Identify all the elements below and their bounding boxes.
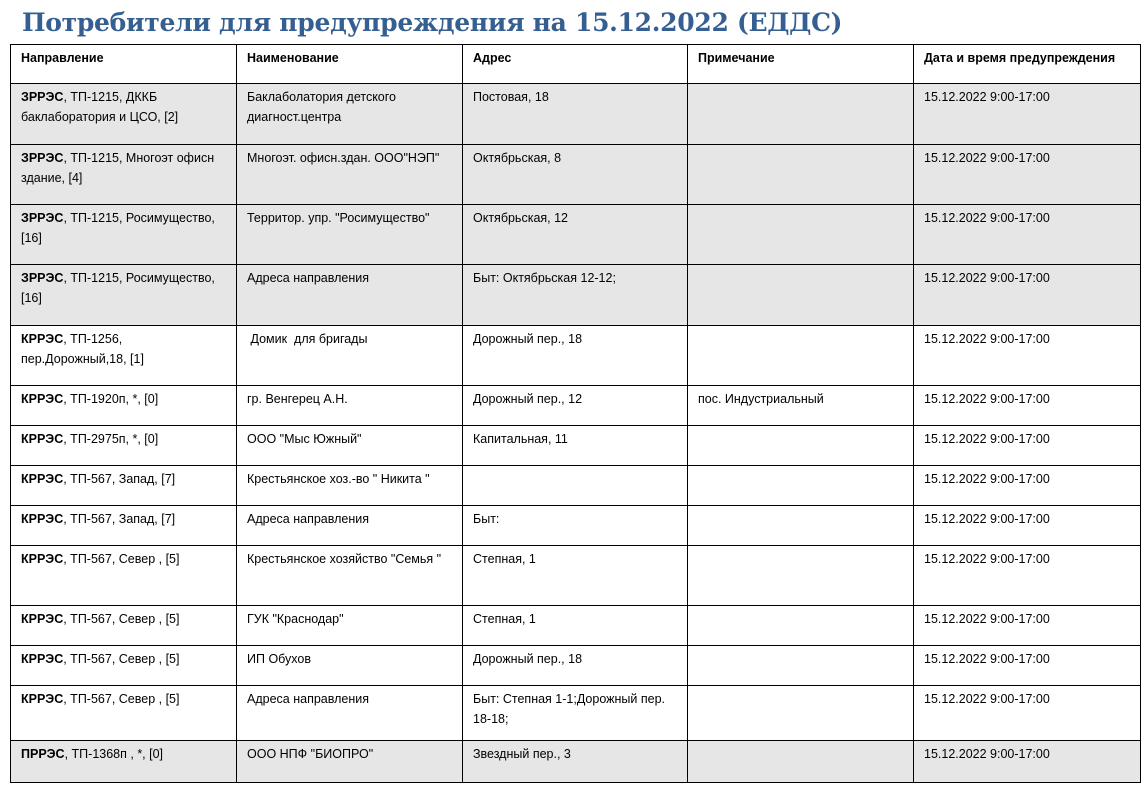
- cell-direction: [11, 426, 237, 466]
- direction-detail: , ТП-2975п, *, [0]: [63, 432, 159, 446]
- cell-note: [688, 426, 914, 466]
- cell-direction: [11, 326, 237, 386]
- direction-code: КРРЭС: [21, 652, 64, 666]
- cell-note: [688, 606, 914, 646]
- cell-datetime: 15.12.2022 9:00-17:00: [914, 506, 1141, 546]
- cell-address: Капитальная, 11: [463, 426, 688, 466]
- direction-code: ЗРРЭС: [21, 271, 64, 285]
- table-row: [11, 506, 1141, 546]
- column-header-direction: Направление: [11, 45, 237, 84]
- direction-detail: , ТП-1256, пер.Дорожный,18, [1]: [21, 332, 144, 366]
- cell-direction: [11, 646, 237, 686]
- cell-note: [688, 546, 914, 606]
- cell-note: [688, 741, 914, 783]
- cell-datetime: 15.12.2022 9:00-17:00: [914, 145, 1141, 205]
- cell-address: [463, 466, 688, 506]
- direction-code: ЗРРЭС: [21, 211, 64, 225]
- direction-code: КРРЭС: [21, 692, 64, 706]
- table-row: [11, 741, 1141, 783]
- cell-note: пос. Индустриальный: [688, 386, 914, 426]
- cell-name: ИП Обухов: [237, 646, 463, 686]
- cell-datetime: 15.12.2022 9:00-17:00: [914, 646, 1141, 686]
- cell-direction: [11, 606, 237, 646]
- direction-code: КРРЭС: [21, 392, 64, 406]
- cell-name: Адреса направления: [237, 506, 463, 546]
- cell-direction: [11, 84, 237, 145]
- direction-detail: , ТП-1215, Многоэт офисн здание, [4]: [21, 151, 215, 185]
- cell-name: гр. Венгерец А.Н.: [237, 386, 463, 426]
- direction-code: КРРЭС: [21, 552, 64, 566]
- direction-detail: , ТП-1215, Росимущество, [16]: [21, 271, 215, 305]
- direction-detail: , ТП-1920п, *, [0]: [63, 392, 159, 406]
- cell-address: Октябрьская, 12: [463, 205, 688, 265]
- cell-datetime: 15.12.2022 9:00-17:00: [914, 84, 1141, 145]
- direction-detail: , ТП-567, Запад, [7]: [63, 512, 176, 526]
- table-row: [11, 466, 1141, 506]
- cell-datetime: 15.12.2022 9:00-17:00: [914, 741, 1141, 783]
- cell-note: [688, 466, 914, 506]
- cell-datetime: 15.12.2022 9:00-17:00: [914, 466, 1141, 506]
- cell-name: ГУК "Краснодар": [237, 606, 463, 646]
- direction-detail: , ТП-567, Север , [5]: [63, 692, 180, 706]
- direction-detail: , ТП-567, Север , [5]: [63, 652, 180, 666]
- cell-datetime: 15.12.2022 9:00-17:00: [914, 386, 1141, 426]
- cell-note: [688, 646, 914, 686]
- cell-note: [688, 265, 914, 326]
- column-header-datetime: Дата и время предупреждения: [914, 45, 1141, 84]
- cell-direction: [11, 145, 237, 205]
- cell-datetime: 15.12.2022 9:00-17:00: [914, 606, 1141, 646]
- cell-direction: [11, 265, 237, 326]
- cell-datetime: 15.12.2022 9:00-17:00: [914, 205, 1141, 265]
- table-row: [11, 426, 1141, 466]
- table-row: [11, 84, 1141, 145]
- cell-datetime: 15.12.2022 9:00-17:00: [914, 546, 1141, 606]
- direction-code: КРРЭС: [21, 432, 64, 446]
- cell-address: Быт:: [463, 506, 688, 546]
- cell-name: Адреса направления: [237, 686, 463, 741]
- cell-address: Быт: Октябрьская 12-12;: [463, 265, 688, 326]
- table-row: [11, 265, 1141, 326]
- direction-detail: , ТП-567, Север , [5]: [63, 612, 180, 626]
- cell-address: Звездный пер., 3: [463, 741, 688, 783]
- direction-code: КРРЭС: [21, 332, 64, 346]
- direction-code: ПРРЭС: [21, 747, 65, 761]
- direction-detail: , ТП-1215, ДККБ баклаборатория и ЦСО, [2]: [21, 90, 179, 124]
- cell-address: Дорожный пер., 18: [463, 326, 688, 386]
- table-row: [11, 546, 1141, 606]
- cell-name: ООО "Мыс Южный": [237, 426, 463, 466]
- consumers-table: [10, 44, 1141, 783]
- direction-detail: , ТП-1368п , *, [0]: [64, 747, 164, 761]
- cell-name: Многоэт. офисн.здан. ООО"НЭП": [237, 145, 463, 205]
- table-row: [11, 686, 1141, 741]
- table-row: [11, 205, 1141, 265]
- cell-name: ООО НПФ "БИОПРО": [237, 741, 463, 783]
- cell-direction: [11, 741, 237, 783]
- cell-address: Дорожный пер., 12: [463, 386, 688, 426]
- table-row: [11, 145, 1141, 205]
- cell-direction: [11, 546, 237, 606]
- direction-code: КРРЭС: [21, 612, 64, 626]
- direction-code: КРРЭС: [21, 472, 64, 486]
- cell-name: Крестьянское хозяйство "Семья ": [237, 546, 463, 606]
- direction-detail: , ТП-567, Запад, [7]: [63, 472, 176, 486]
- direction-detail: , ТП-1215, Росимущество, [16]: [21, 211, 215, 245]
- cell-datetime: 15.12.2022 9:00-17:00: [914, 686, 1141, 741]
- table-row: [11, 606, 1141, 646]
- cell-address: Степная, 1: [463, 546, 688, 606]
- column-header-address: Адрес: [463, 45, 688, 84]
- cell-note: [688, 686, 914, 741]
- cell-note: [688, 205, 914, 265]
- page-title: Потребители для предупреждения на 15.12.2022 (ЕДДС): [22, 8, 843, 37]
- cell-address: Быт: Степная 1-1;Дорожный пер. 18-18;: [463, 686, 688, 741]
- direction-code: КРРЭС: [21, 512, 64, 526]
- cell-address: Дорожный пер., 18: [463, 646, 688, 686]
- cell-address: Октябрьская, 8: [463, 145, 688, 205]
- cell-note: [688, 326, 914, 386]
- column-header-name: Наименование: [237, 45, 463, 84]
- cell-note: [688, 84, 914, 145]
- cell-name: Адреса направления: [237, 265, 463, 326]
- cell-direction: [11, 686, 237, 741]
- cell-address: Степная, 1: [463, 606, 688, 646]
- cell-direction: [11, 466, 237, 506]
- cell-note: [688, 506, 914, 546]
- cell-direction: [11, 506, 237, 546]
- cell-datetime: 15.12.2022 9:00-17:00: [914, 426, 1141, 466]
- cell-name: Баклаболатория детского диагност.центра: [237, 84, 463, 145]
- cell-name: Территор. упр. "Росимущество": [237, 205, 463, 265]
- cell-address: Постовая, 18: [463, 84, 688, 145]
- table-row: [11, 326, 1141, 386]
- table-row: [11, 386, 1141, 426]
- table-row: [11, 646, 1141, 686]
- cell-note: [688, 145, 914, 205]
- cell-name: Крестьянское хоз.-во " Никита ": [237, 466, 463, 506]
- direction-detail: , ТП-567, Север , [5]: [63, 552, 180, 566]
- table-header-row: [11, 45, 1141, 84]
- cell-datetime: 15.12.2022 9:00-17:00: [914, 265, 1141, 326]
- direction-code: ЗРРЭС: [21, 151, 64, 165]
- cell-datetime: 15.12.2022 9:00-17:00: [914, 326, 1141, 386]
- direction-code: ЗРРЭС: [21, 90, 64, 104]
- cell-direction: [11, 386, 237, 426]
- cell-name: Домик для бригады: [237, 326, 463, 386]
- cell-direction: [11, 205, 237, 265]
- column-header-note: Примечание: [688, 45, 914, 84]
